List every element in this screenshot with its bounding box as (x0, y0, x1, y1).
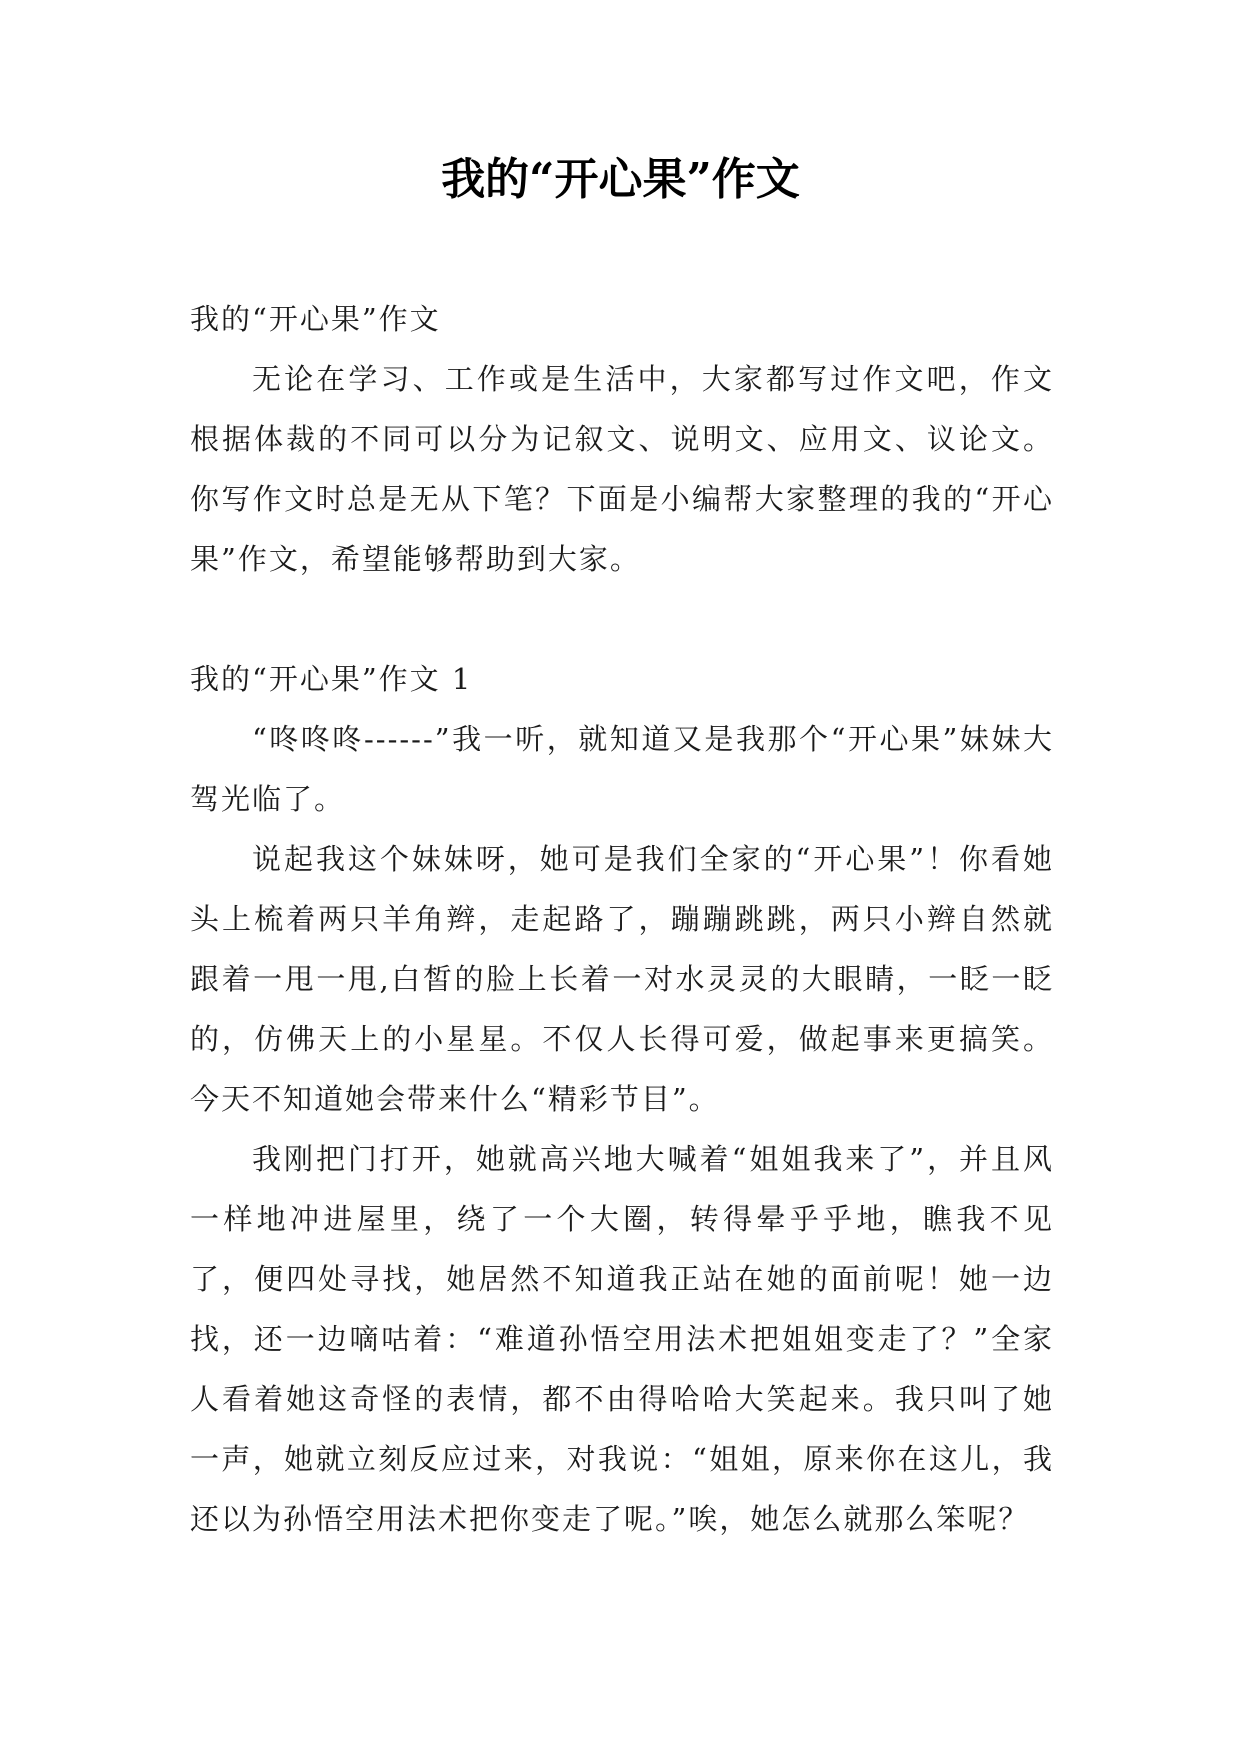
body-paragraph: 我刚把门打开，她就高兴地大喊着“姐姐我来了”，并且风一样地冲进屋里，绕了一个大圈，转得晕乎乎地，瞧我不见了，便四处寻找，她居然不知道我正站在她的面前呢！她一边找，还一边嘀咕着：“难道孙悟空用法术把姐姐变走了？”全家人看着她这奇怪的表情，都不由得哈哈大笑起来。我只叫了她一声，她就立刻反应过来，对我说：“姐姐，原来你在这儿，我还以为孙悟空用法术把你变走了呢。”唉，她怎么就那么笨呢？ (190, 1142, 1054, 1536)
body-paragraph: 说起我这个妹妹呀，她可是我们全家的“开心果”！你看她头上梳着两只羊角辫，走起路了，蹦蹦跳跳，两只小辫自然就跟着一甩一甩,白皙的脸上长着一对水灵灵的大眼睛，一眨一眨的，仿佛天上的小星星。不仅人长得可爱，做起事来更搞笑。今天不知道她会带来什么“精彩节目”。 (190, 842, 1054, 1116)
intro-paragraph: 无论在学习、工作或是生活中，大家都写过作文吧，作文根据体裁的不同可以分为记叙文、说明文、应用文、议论文。你写作文时总是无从下笔？下面是小编帮大家整理的我的“开心果”作文，希望能够帮助到大家。 (190, 362, 1054, 576)
document-subtitle: 我的“开心果”作文 (190, 302, 441, 336)
section-heading: 我的“开心果”作文 1 (190, 662, 473, 696)
document-title: 我的“开心果”作文 (441, 154, 800, 205)
document-body (190, 289, 1054, 1549)
body-paragraph: “咚咚咚------”我一听，就知道又是我那个“开心果”妹妹大驾光临了。 (190, 722, 1054, 816)
section-spacer (190, 589, 1054, 649)
